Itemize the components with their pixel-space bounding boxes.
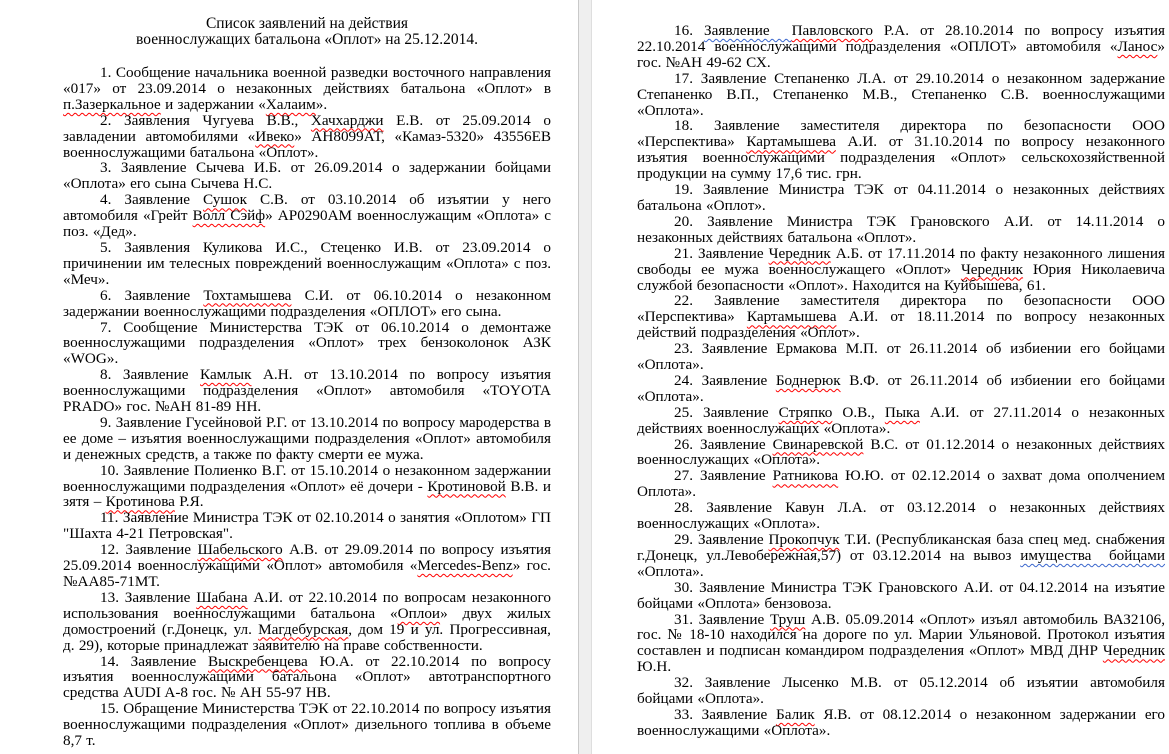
list-item-1: 1. Сообщение начальника военной разведки восточного направления «017» от 23.09.2014 о незаконных действиях батальона «Оплот» в п.Зазеркальное и задержании «Халаим». [63, 64, 551, 113]
misspelled-text: Оплои [397, 604, 441, 622]
page-left-content [63, 16, 551, 749]
statement-list-items-16-33 [637, 23, 1165, 739]
list-item-9: 9. Заявление Гусейновой Р.Г. от 13.10.2014 по вопросу мародерства в ее доме – изъятия военнослужащими подразделения «Оплот» автомобиля и денежных средств, а также по факту смерти ее мужа. [63, 413, 551, 463]
misspelled-text: Сушок [203, 191, 248, 209]
list-item-4: 4. Заявление Сушок С.В. от 03.10.2014 об изъятии у него автомобиля «Грейт Волл Сэйф» АР0290АМ военнослужащим «Оплота» с поз. «Дед». [63, 191, 552, 241]
misspelled-text: Выскребенцева [208, 652, 308, 670]
list-item-13: 13. Заявление Шабана А.И. от 22.10.2014 по вопросам незаконного использования военнослужащими батальона «Оплои» двух жилых домостроений (г.Донецк, ул. Магдебурская, дом 19 и ул. Прогрессивная, д. 29), которые принадлежат заявителю на праве собственности. [63, 588, 551, 654]
document-title [63, 16, 551, 48]
list-item-3: 3. Заявление Сычева И.Б. от 26.09.2014 о задержании бойцами «Оплота» его сына Сычева Н.С. [63, 159, 551, 193]
list-item-19: 19. Заявление Министра ТЭК от 04.11.2014 о незаконных действиях батальона «Оплот». [637, 181, 1165, 214]
misspelled-text: Ланос [1117, 37, 1158, 55]
misspelled-text: Чередник [768, 244, 831, 262]
misspelled-text: Шабана [196, 588, 248, 606]
list-item-22: 22. Заявление заместителя директора по безопасности ООО «Перспектива» Картамышева А.И. от 18.11.2014 по вопросу незаконных действий подразделения «Оплот». [637, 292, 1165, 342]
document-title-line-1: Список заявлений на действия [205, 15, 409, 32]
list-item-33: 33. Заявление Балик Я.В. от 08.12.2014 о незаконном задержании его военнослужащими «Оплота». [637, 705, 1166, 739]
list-item-24: 24. Заявление Боднерюк В.Ф. от 26.11.2014 об избиении его бойцами «Оплота». [637, 371, 1166, 405]
misspelled-text: Кротиновой [427, 477, 506, 495]
list-item-10: 10. Заявление Полиенко В.Г. от 15.10.2014 о незаконном задержании военнослужащими подразделения «Оплот» её дочери - Кротиновой В.В. и зятя – Кротинова Р.Я. [63, 461, 551, 511]
list-item-29: 29. Заявление Прокопчук Т.И. (Республиканская база спец мед. снабжения г.Донецк, ул.Левобережная,57) от 03.12.2014 на вывоз имущества бойцами «Оплота». [637, 531, 1166, 580]
misspelled-text: Павловского [791, 22, 873, 39]
misspelled-text: Ратникова [772, 467, 839, 485]
misspelled-text: Хачхарджи [310, 111, 384, 129]
list-item-15: 15. Обращение Министерства ТЭК от 22.10.2014 по вопросу изъятия военнослужащими подразделения «Оплот» дизельного топлива в объеме 8,7 т. [63, 700, 551, 750]
list-item-31: 31. Заявление Труш А.В. 05.09.2014 «Оплот» изъял автомобиль ВАЗ2106, гос. № 18-10 находился на дороге по ул. Марии Ульяновой. Протокол изъятия составлен и подписан командиром подразделения «Оплот» МВД ДНР Чередник Ю.Н. [637, 610, 1165, 676]
list-item-11: 11. Заявление Министра ТЭК от 02.10.2014 о занятия «Оплотом» ГП "Шахта 4-21 Петровская". [63, 509, 551, 543]
grammar-flag-text: Заявление [703, 22, 792, 39]
list-item-17: 17. Заявление Степаненко Л.А. от 29.10.2014 о незаконном задержание Степаненко В.П., Степаненко М.В., Степаненко С.В. военнослужащими «Оплота». [637, 69, 1165, 119]
misspelled-text: Пыка [884, 403, 920, 421]
list-item-20: 20. Заявление Министра ТЭК Грановского А.И. от 14.11.2014 о незаконных действиях батальона «Оплот». [637, 212, 1165, 246]
document-page-left [0, 0, 578, 754]
misspelled-text: Волл Сэйф [192, 207, 266, 225]
statement-list-items-1-15 [63, 65, 551, 749]
misspelled-text: Стряпко [778, 403, 833, 421]
misspelled-text: Тохтамышева [203, 286, 292, 304]
misspelled-text: Чередник [960, 260, 1024, 278]
misspelled-text: Халаим [265, 95, 316, 113]
list-item-25: 25. Заявление Стряпко О.В., Пыка А.И. от 27.11.2014 о незаконных действиях военнослужащих «Оплота». [637, 403, 1165, 437]
list-item-21: 21. Заявление Чередник А.Б. от 17.11.2014 по факту незаконного лишения свободы ее мужа военнослужащего «Оплот» Чередник Юрия Николаевича службой безопасности «Оплот». Находится на Куйбышева, 61. [637, 244, 1165, 294]
list-item-28: 28. Заявление Кавун Л.А. от 03.12.2014 о незаконных действиях военнослужащих «Оплота». [637, 499, 1165, 533]
page-gutter [578, 0, 592, 754]
misspelled-text: Шабельского [197, 541, 283, 559]
misspelled-text: Картамышева [746, 308, 837, 326]
grammar-flag-text: имущества бойцами [1020, 546, 1166, 564]
list-item-32: 32. Заявление Лысенко М.В. от 05.12.2014 об изъятии автомобиля бойцами «Оплота». [637, 674, 1165, 708]
misspelled-text: Картамышева [746, 133, 836, 151]
list-item-14: 14. Заявление Выскребенцева Ю.А. от 22.10.2014 по вопросу изъятия военнослужащими батальона «Оплот» автотранспортного средства AUDI A-8 гос. № АН 55-97 НВ. [63, 652, 551, 702]
misspelled-text: п.Зазеркальное [63, 95, 161, 113]
misspelled-text: Боднерюк [775, 371, 841, 389]
list-item-7: 7. Сообщение Министерства ТЭК от 06.10.2014 о демонтаже военнослужащими подразделения «Оплот» трех бензоколонок АЗК «WOG». [63, 318, 551, 368]
misspelled-text: Свинаревской [772, 435, 864, 453]
misspelled-text: Труш [769, 610, 806, 628]
list-item-8: 8. Заявление Камлык А.Н. от 13.10.2014 по вопросу изъятия военнослужащими подразделения «Оплот» автомобиля «TOYOTA PRADO» гос. №АН 81-89 НН. [63, 366, 552, 416]
misspelled-text: Кротинова [105, 493, 175, 511]
list-item-12: 12. Заявление Шабельского А.В. от 29.09.2014 по вопросу изъятия 25.09.2014 военнослужащими «Оплот» автомобиля «Mercedes-Benz» гос. №АА85-71МТ. [63, 541, 552, 590]
misspelled-text: Ивеко [255, 127, 295, 145]
list-item-27: 27. Заявление Ратникова Ю.Ю. от 02.12.2014 о захват дома ополчением Оплота». [637, 467, 1166, 501]
list-item-2: 2. Заявления Чугуева В.В., Хачхарджи Е.В. от 25.09.2014 о завладении автомобилями «Ивеко» АН8099АТ, «Камаз-5320» 43556ЕВ военнослужащими батальона «Оплот». [63, 111, 551, 161]
page-right-content [637, 23, 1165, 739]
list-item-23: 23. Заявление Ермакова М.П. от 26.11.2014 об избиении его бойцами «Оплота». [637, 340, 1165, 374]
list-item-5: 5. Заявления Куликова И.С., Стеценко И.В. от 23.09.2014 о причинении им телесных повреждений военнослужащим «Оплота» с поз. «Меч». [63, 238, 551, 288]
list-item-26: 26. Заявление Свинаревской В.С. от 01.12.2014 о незаконных действиях военнослужащих «Оплота». [637, 435, 1165, 469]
document-title-line-2: военнослужащих батальона «Оплот» на 25.12.2014. [136, 31, 478, 48]
misspelled-text: Прокопчук [768, 531, 840, 548]
document-page-right [592, 0, 1169, 754]
misspelled-text: Чередник [1102, 642, 1165, 660]
misspelled-text: Магдебурская [258, 620, 349, 638]
list-item-6: 6. Заявление Тохтамышева С.И. от 06.10.2014 о незаконном задержании военнослужащими подразделения «ОПЛОТ» его сына. [63, 286, 552, 320]
list-item-16: 16. Заявление Павловского Р.А. от 28.10.2014 по вопросу изъятия 22.10.2014 военнослужащими подразделения «ОПЛОТ» автомобиля «Ланос» гос. №АН 49-62 СХ. [637, 22, 1166, 71]
misspelled-text: Mercedes-Benz [417, 557, 513, 575]
list-item-18: 18. Заявление заместителя директора по безопасности ООО «Перспектива» Картамышева А.И. от 31.10.2014 по вопросу незаконного изъятия военнослужащими подразделения «Оплот» сельскохозяйственной продукции на сумму 17,6 тис. грн. [637, 117, 1165, 183]
misspelled-text: Камлык [200, 366, 252, 384]
list-item-30: 30. Заявление Министра ТЭК Грановского А.И. от 04.12.2014 на изъятие бойцами «Оплота» бензовоза. [637, 578, 1165, 612]
misspelled-text: Балик [775, 705, 815, 723]
